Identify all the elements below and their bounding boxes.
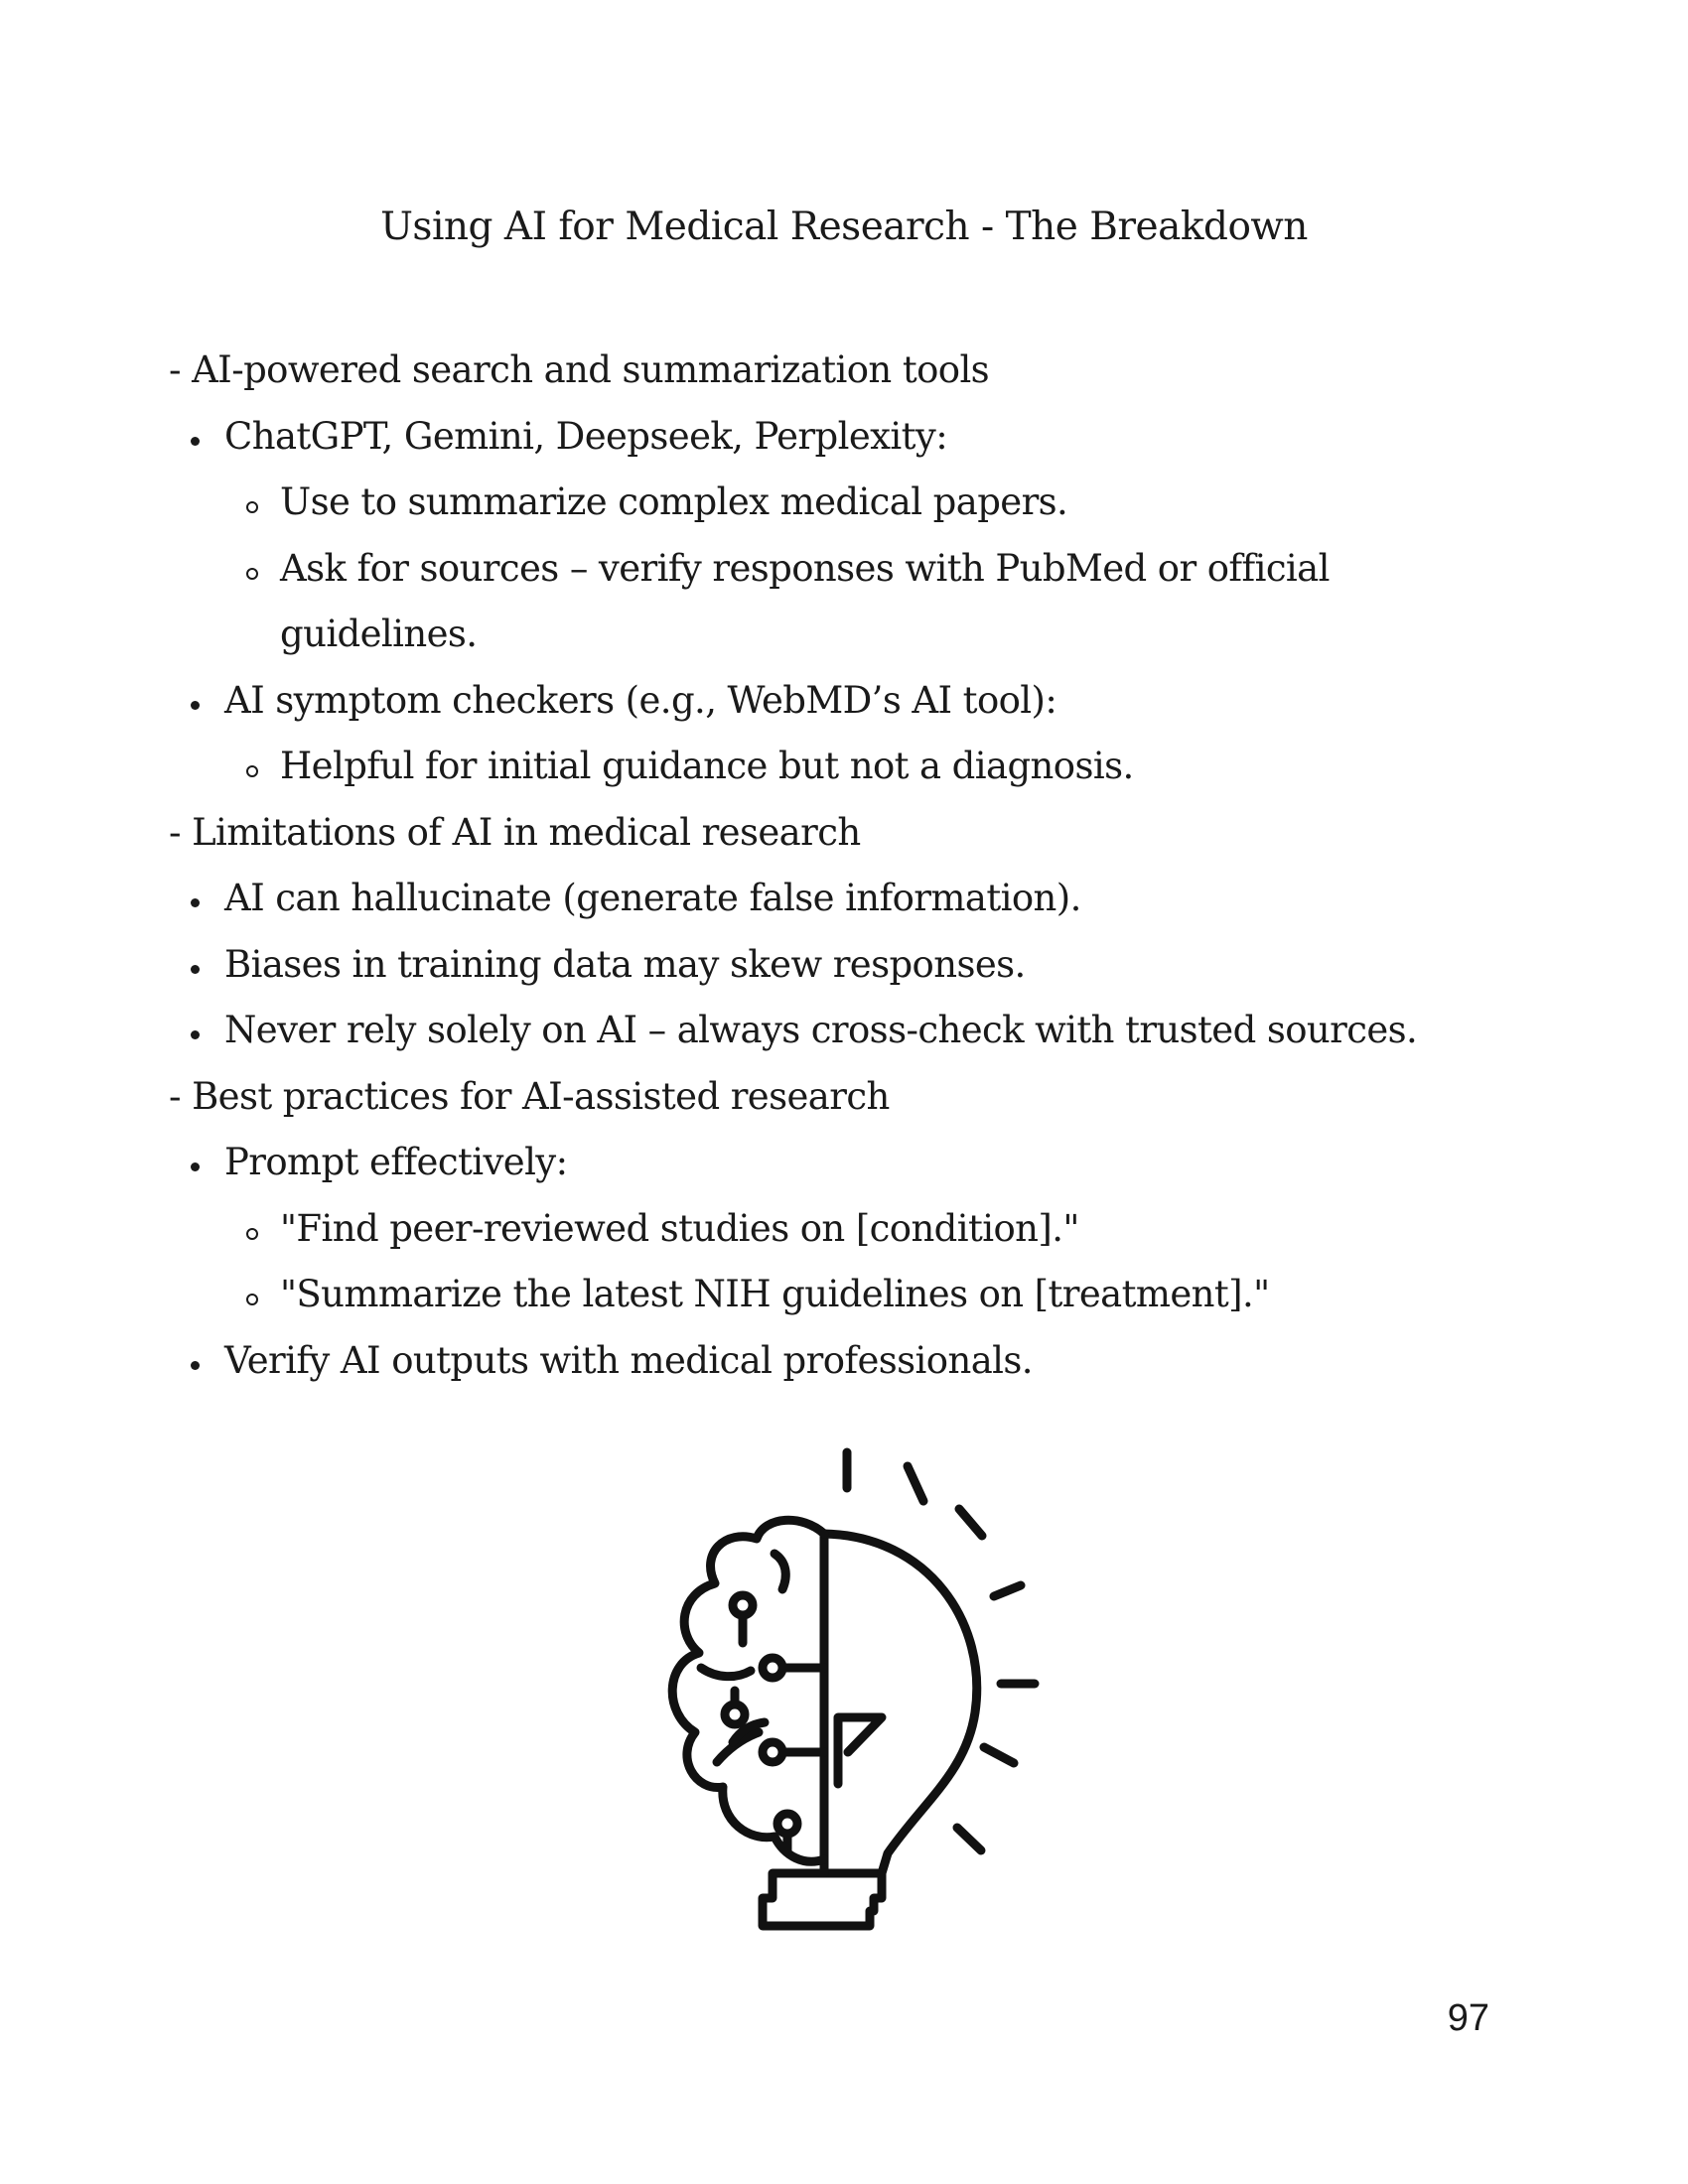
list-item-text: ChatGPT, Gemini, Deepseek, Perplexity:: [224, 414, 948, 458]
section-heading: - Best practices for AI-assisted research: [169, 1074, 890, 1118]
list-item-text: Verify AI outputs with medical professionals.: [224, 1338, 1033, 1382]
bullet-ring-icon: [246, 568, 258, 580]
list-item-text: AI symptom checkers (e.g., WebMD’s AI tool):: [224, 678, 1057, 722]
list-item: [169, 668, 1499, 735]
bullet-dot-icon: [191, 701, 200, 710]
sub-list-item: [169, 1262, 1499, 1328]
sub-list-item-text: "Summarize the latest NIH guidelines on [treatment].": [280, 1273, 1270, 1315]
list-item-text: Biases in training data may skew responses.: [224, 942, 1026, 986]
sub-list-item: [169, 536, 1501, 668]
list-item: [169, 866, 1499, 932]
list-item: [169, 998, 1499, 1064]
list-item-text: AI can hallucinate (generate false information).: [224, 877, 1081, 919]
bullet-ring-icon: [246, 1228, 258, 1240]
page-title: Using AI for Medical Research - The Breakdown: [380, 205, 1308, 249]
list-item-text: Never rely solely on AI – always cross-check with trusted sources.: [224, 1009, 1418, 1051]
sub-list-item: [169, 470, 1499, 536]
sub-list-item-text: Use to summarize complex medical papers.: [280, 480, 1068, 523]
sub-list-item: [169, 1196, 1499, 1263]
page-number: 97: [1447, 1997, 1489, 2039]
bullet-list: [169, 338, 1499, 1394]
bullet-ring-icon: [246, 765, 258, 777]
bullet-dot-icon: [191, 898, 200, 907]
list-item: [169, 1130, 1499, 1196]
section-heading: - AI-powered search and summarization tools: [169, 348, 990, 391]
bullet-dot-icon: [191, 1030, 200, 1039]
bullet-dot-icon: [191, 965, 200, 974]
list-item: [169, 932, 1499, 999]
sub-list-item-text: "Find peer-reviewed studies on [condition].": [280, 1206, 1079, 1250]
sub-list-item-text: Ask for sources – verify responses with PubMed or official guidelines.: [280, 546, 1330, 655]
bullet-ring-icon: [246, 501, 258, 513]
bullet-ring-icon: [246, 1294, 258, 1305]
brain-lightbulb-icon: [626, 1444, 1062, 1951]
section-heading: - Limitations of AI in medical research: [169, 810, 861, 854]
sub-list-item: [169, 734, 1499, 800]
bullet-dot-icon: [191, 437, 200, 446]
bullet-dot-icon: [191, 1361, 200, 1370]
list-item: [169, 1328, 1499, 1395]
list-item: [169, 404, 1499, 471]
bullet-dot-icon: [191, 1162, 200, 1171]
list-item-text: Prompt effectively:: [224, 1141, 568, 1183]
sub-list-item-text: Helpful for initial guidance but not a diagnosis.: [280, 745, 1134, 787]
